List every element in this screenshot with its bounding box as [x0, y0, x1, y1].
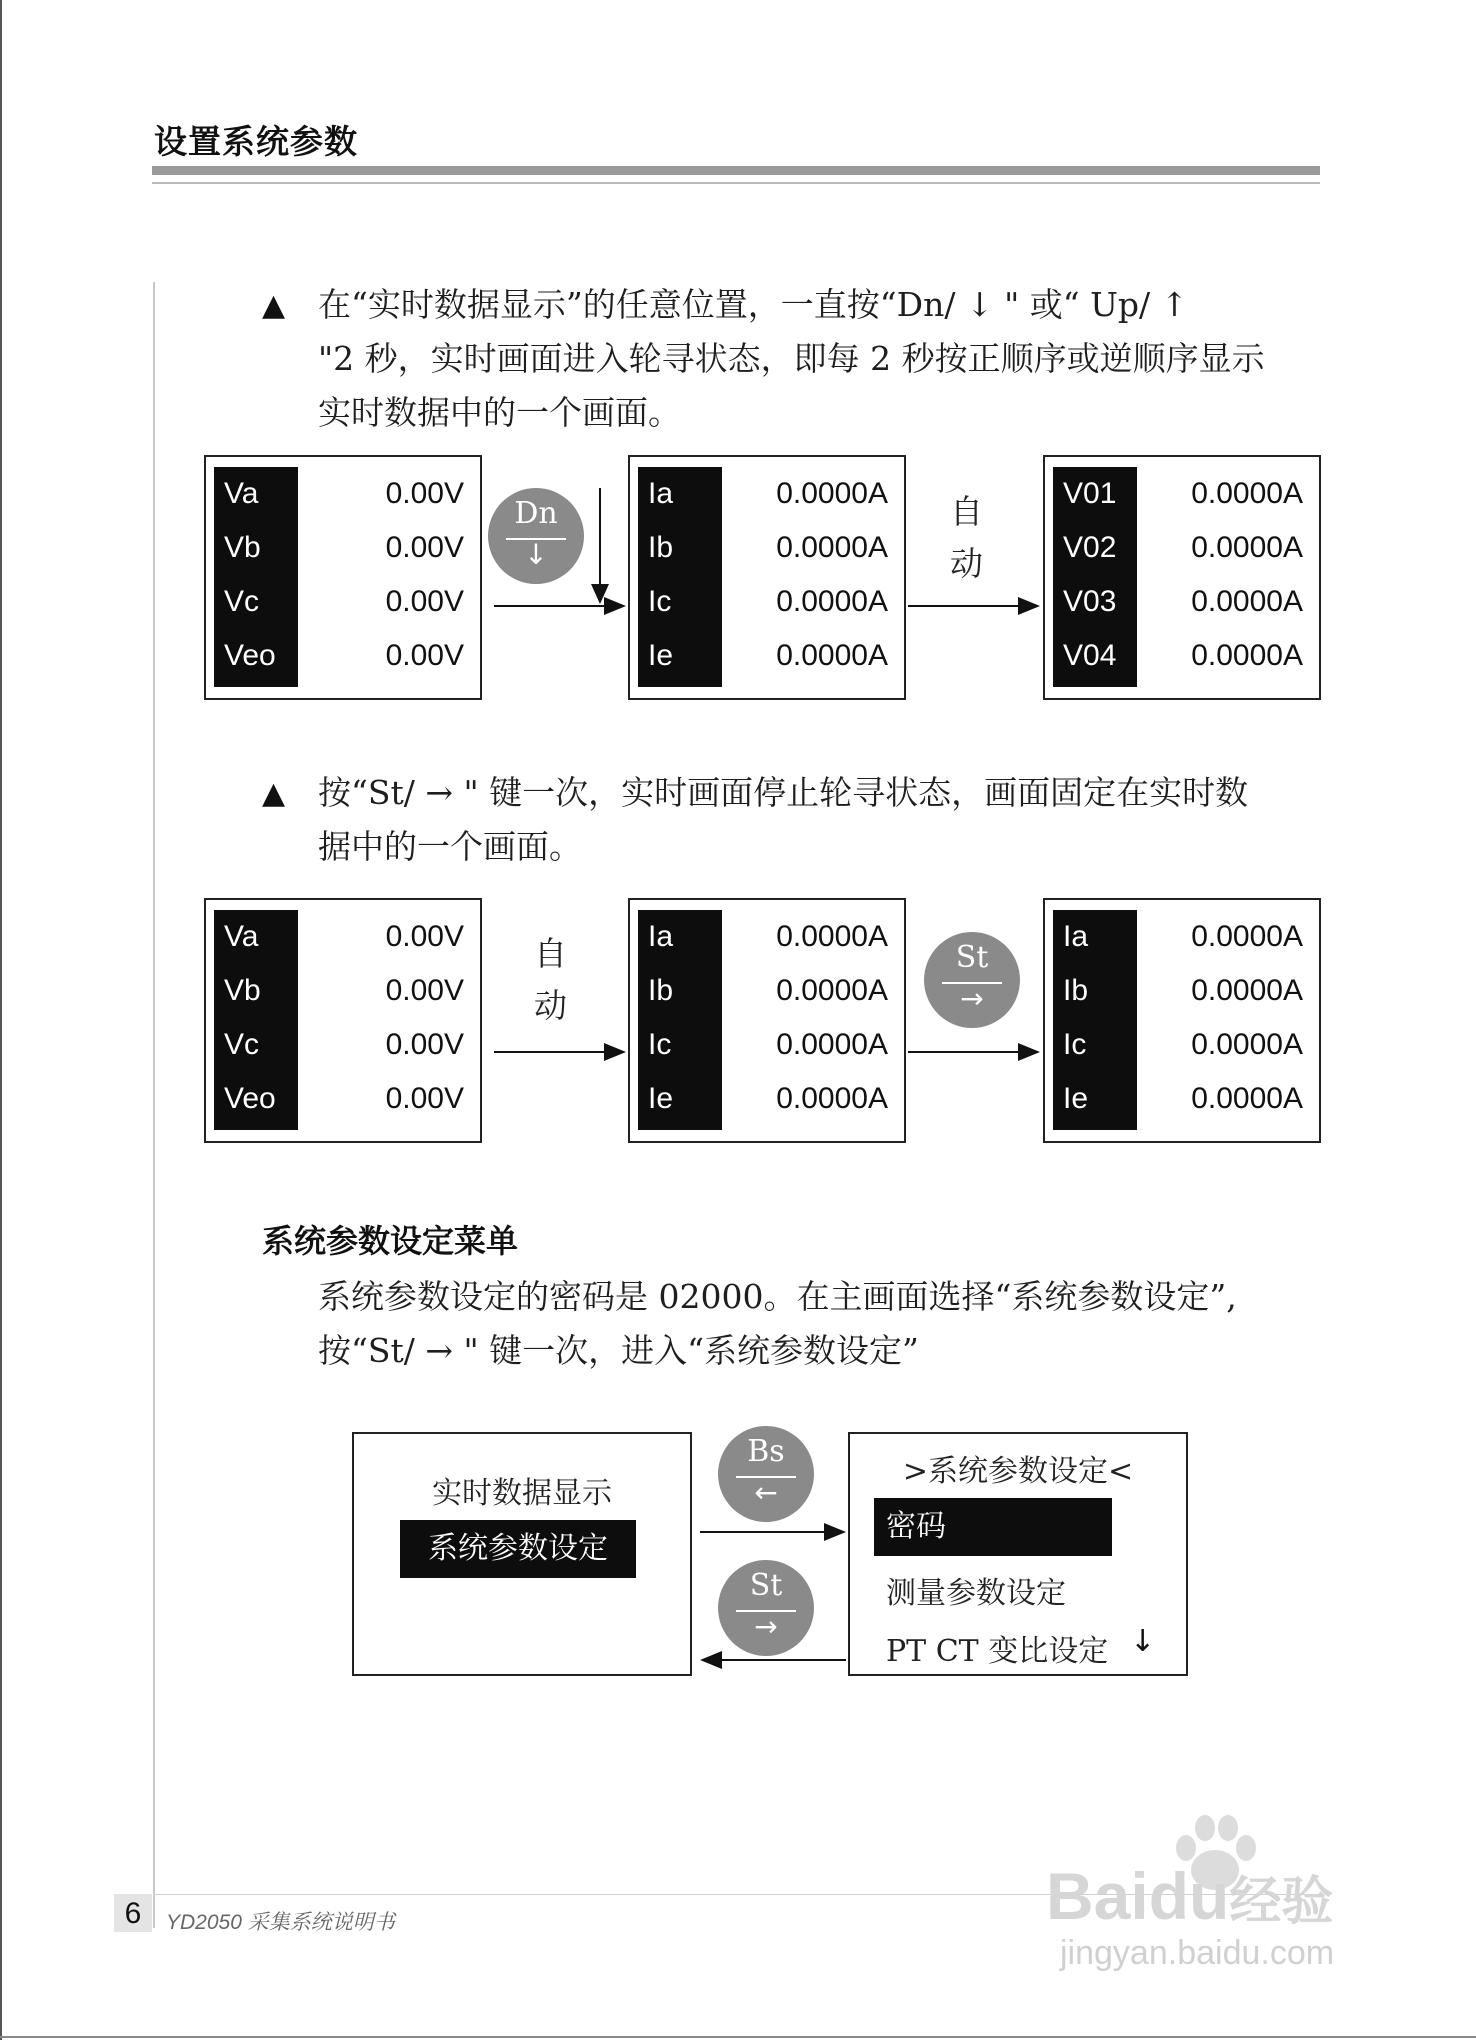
lcd-row-label: Ia — [648, 920, 674, 953]
lcd-row-label: V04 — [1063, 639, 1117, 672]
text-line: 在“实时数据显示”的任意位置，一直按“Dn/ ↓ " 或“ Up/ ↑ — [318, 285, 1189, 324]
settings-item-ptct-ratio: PT CT 变比设定 — [886, 1634, 1109, 1669]
watermark-brand-part: Bai — [1046, 1859, 1149, 1933]
lcd-row-label: Vc — [224, 585, 260, 618]
text-line: 按“St/ → " 键一次，进入“系统参数设定” — [318, 1331, 919, 1370]
footer-doc-title: YD2050 采集系统说明书 — [166, 1911, 395, 1934]
page-number: 6 — [114, 1894, 152, 1932]
st-key-icon — [924, 932, 1020, 1028]
lcd-row-value: 0.00V — [385, 920, 464, 953]
lcd-row-label: Ib — [1063, 974, 1089, 1007]
lcd-row-value: 0.0000A — [1191, 585, 1303, 618]
text-line: 据中的一个画面。 — [318, 827, 582, 866]
arrows-1 — [490, 480, 630, 630]
lcd-row-label: Ia — [1063, 920, 1089, 953]
lcd-row-label: Veo — [224, 639, 276, 672]
lcd-row-label: Vb — [224, 531, 261, 564]
lcd-row-label: Ie — [1063, 1082, 1089, 1115]
lcd-screen-voltage — [204, 455, 482, 700]
left-margin-line — [153, 282, 155, 1928]
arrow-to-main — [696, 1650, 850, 1670]
key-label: St — [749, 1568, 783, 1603]
lcd-screen-current — [628, 898, 906, 1143]
page-bottom-border — [0, 2036, 1476, 2038]
auto-label — [534, 928, 567, 1032]
text-line: "2 秒，实时画面进入轮寻状态，即每 2 秒按正顺序或逆顺序显示 — [318, 339, 1265, 378]
settings-item-password-selected: 密码 — [874, 1498, 1112, 1556]
lcd-row-value: 0.0000A — [776, 585, 888, 618]
lcd-row-label: Vb — [224, 974, 261, 1007]
auto-char: 自 — [950, 492, 983, 531]
lcd-row-label: Vc — [224, 1028, 260, 1061]
arrow-right-icon: → — [754, 1610, 778, 1643]
bs-key-icon — [718, 1426, 814, 1522]
lcd-row-value: 0.0000A — [1191, 531, 1303, 564]
section1-paragraph — [318, 278, 1328, 440]
lcd-row-value: 0.0000A — [776, 920, 888, 953]
lcd-row-value: 0.0000A — [1191, 974, 1303, 1007]
triangle-bullet-icon: ▲ — [262, 288, 286, 323]
lcd-row-label: Ie — [648, 639, 674, 672]
menu-section-title: 系统参数设定菜单 — [262, 1222, 519, 1260]
watermark-brand-part: du — [1148, 1859, 1230, 1933]
lcd-row-value: 0.0000A — [776, 1082, 888, 1115]
text-line: 实时数据中的一个画面。 — [318, 393, 681, 432]
lcd-row-value: 0.0000A — [1191, 477, 1303, 510]
lcd-row-label: V03 — [1063, 585, 1117, 618]
key-label: St — [955, 940, 989, 975]
settings-screen — [848, 1432, 1188, 1676]
lcd-row-value: 0.0000A — [1191, 639, 1303, 672]
lcd-row-value: 0.00V — [385, 531, 464, 564]
watermark-brand-part: 经验 — [1229, 1873, 1334, 1931]
lcd-row-value: 0.00V — [385, 1082, 464, 1115]
key-label: Dn — [514, 496, 558, 531]
lcd-row-label: Va — [224, 920, 259, 953]
triangle-bullet-icon: ▲ — [262, 776, 286, 811]
lcd-row-label: Ic — [648, 1028, 672, 1061]
lcd-row-label: Ic — [1063, 1028, 1087, 1061]
lcd-screen-current-fixed — [1043, 898, 1321, 1143]
main-screen — [352, 1432, 692, 1676]
lcd-screen-channels — [1043, 455, 1321, 700]
lcd-row-label: Va — [224, 477, 259, 510]
lcd-row-value: 0.0000A — [1191, 1028, 1303, 1061]
lcd-row-label: Ia — [648, 477, 674, 510]
header-rule-thick — [152, 166, 1320, 175]
lcd-row-label: Ic — [648, 585, 672, 618]
auto-char: 动 — [950, 544, 983, 583]
watermark-brand — [1046, 1858, 1333, 1934]
page-left-border — [0, 0, 2, 2040]
auto-label — [950, 486, 983, 590]
lcd-row-value: 0.00V — [385, 585, 464, 618]
lcd-screen-voltage — [204, 898, 482, 1143]
menu-section-paragraph — [318, 1270, 1328, 1378]
arrow-right-3 — [904, 1042, 1044, 1062]
header-rule-thin — [152, 182, 1320, 184]
menu-item-system-settings-selected: 系统参数设定 — [400, 1520, 636, 1578]
settings-screen-title: >系统参数设定< — [902, 1454, 1134, 1489]
lcd-row-label: Ie — [648, 1082, 674, 1115]
lcd-row-value: 0.0000A — [776, 477, 888, 510]
lcd-row-value: 0.00V — [385, 1028, 464, 1061]
lcd-row-value: 0.00V — [385, 974, 464, 1007]
arrow-right-2 — [490, 1042, 630, 1062]
lcd-row-label: Ib — [648, 531, 674, 564]
text-line: 按“St/ → " 键一次，实时画面停止轮寻状态，画面固定在实时数 — [318, 773, 1249, 812]
settings-item-measurement: 测量参数设定 — [886, 1576, 1066, 1611]
text-line: 系统参数设定的密码是 02000。在主画面选择“系统参数设定”, — [318, 1277, 1237, 1316]
arrow-to-settings — [696, 1522, 850, 1542]
lcd-row-label: V02 — [1063, 531, 1117, 564]
lcd-row-label: V01 — [1063, 477, 1117, 510]
lcd-row-value: 0.0000A — [776, 639, 888, 672]
lcd-row-label: Veo — [224, 1082, 276, 1115]
lcd-row-value: 0.0000A — [1191, 920, 1303, 953]
lcd-row-value: 0.0000A — [776, 1028, 888, 1061]
key-label: Bs — [747, 1434, 785, 1469]
arrow-right-1 — [904, 596, 1044, 616]
lcd-row-value: 0.00V — [385, 477, 464, 510]
lcd-row-value: 0.0000A — [776, 531, 888, 564]
watermark-url: jingyan.baidu.com — [1060, 1934, 1335, 1972]
lcd-row-value: 0.00V — [385, 639, 464, 672]
arrow-left-icon: ← — [754, 1476, 778, 1509]
auto-char: 自 — [534, 934, 567, 973]
lcd-row-value: 0.0000A — [1191, 1082, 1303, 1115]
section2-paragraph — [318, 766, 1328, 874]
lcd-row-value: 0.0000A — [776, 974, 888, 1007]
lcd-row-label: Ib — [648, 974, 674, 1007]
menu-item-realtime-display: 实时数据显示 — [432, 1476, 612, 1511]
arrow-down-icon: ↓ — [524, 538, 548, 571]
scroll-down-icon: ↓ — [1130, 1624, 1156, 1659]
st-key-icon — [718, 1560, 814, 1656]
auto-char: 动 — [534, 986, 567, 1025]
arrow-right-icon: → — [960, 982, 984, 1015]
lcd-screen-current — [628, 455, 906, 700]
page-header-title: 设置系统参数 — [154, 122, 358, 161]
